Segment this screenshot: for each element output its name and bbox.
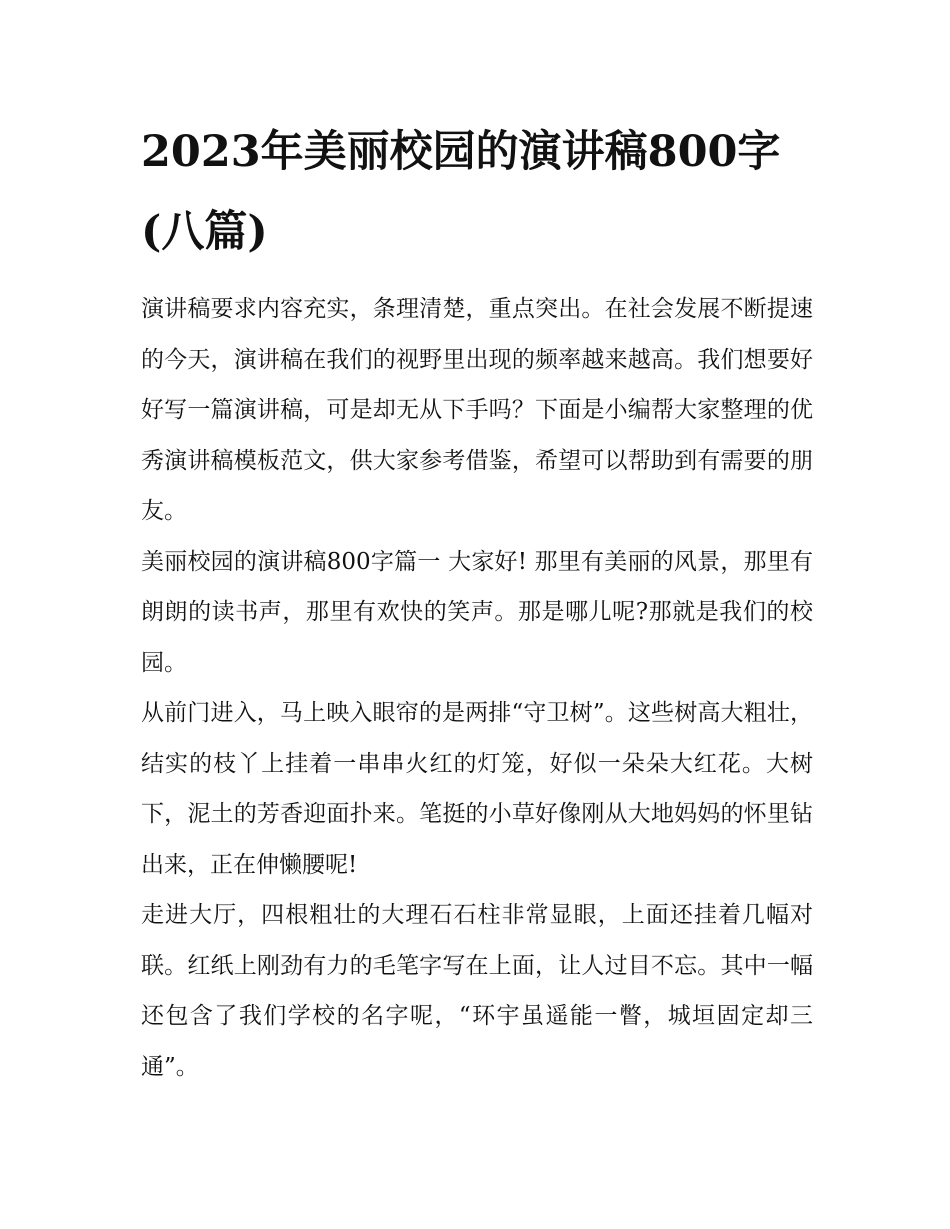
hall-paragraph: 走进大厅，四根粗壮的大理石石柱非常显眼，上面还挂着几幅对联。红纸上刚劲有力的毛笔字写在上面，让人过目不忘。其中一幅还包含了我们学校的名字呢，“环宇虽遥能一瞥，城垣固定却三通”。 xyxy=(141,902,813,1080)
front-gate-paragraph: 从前门进入，马上映入眼帘的是两排“守卫树”。这些树高大粗壮，结实的枝丫上挂着一串串火红的灯笼，好似一朵朵大红花。大树下，泥土的芳香迎面扑来。笔挺的小草好像刚从大地妈妈的怀里钻出来，正在伸懒腰呢! xyxy=(141,700,813,878)
document-title: 2023年美丽校园的演讲稿800字(八篇) xyxy=(141,127,781,257)
document-page xyxy=(141,112,813,1092)
speech-opening-paragraph: 美丽校园的演讲稿800字篇一 大家好! 那里有美丽的风景，那里有朗朗的读书声，那里有欢快的笑声。那是哪儿呢?那就是我们的校园。 xyxy=(141,548,813,676)
intro-paragraph: 演讲稿要求内容充实，条理清楚，重点突出。在社会发展不断提速的今天，演讲稿在我们的视野里出现的频率越来越高。我们想要好好写一篇演讲稿，可是却无从下手吗？下面是小编帮大家整理的优秀演讲稿模板范文，供大家参考借鉴，希望可以帮助到有需要的朋友。 xyxy=(141,296,813,524)
